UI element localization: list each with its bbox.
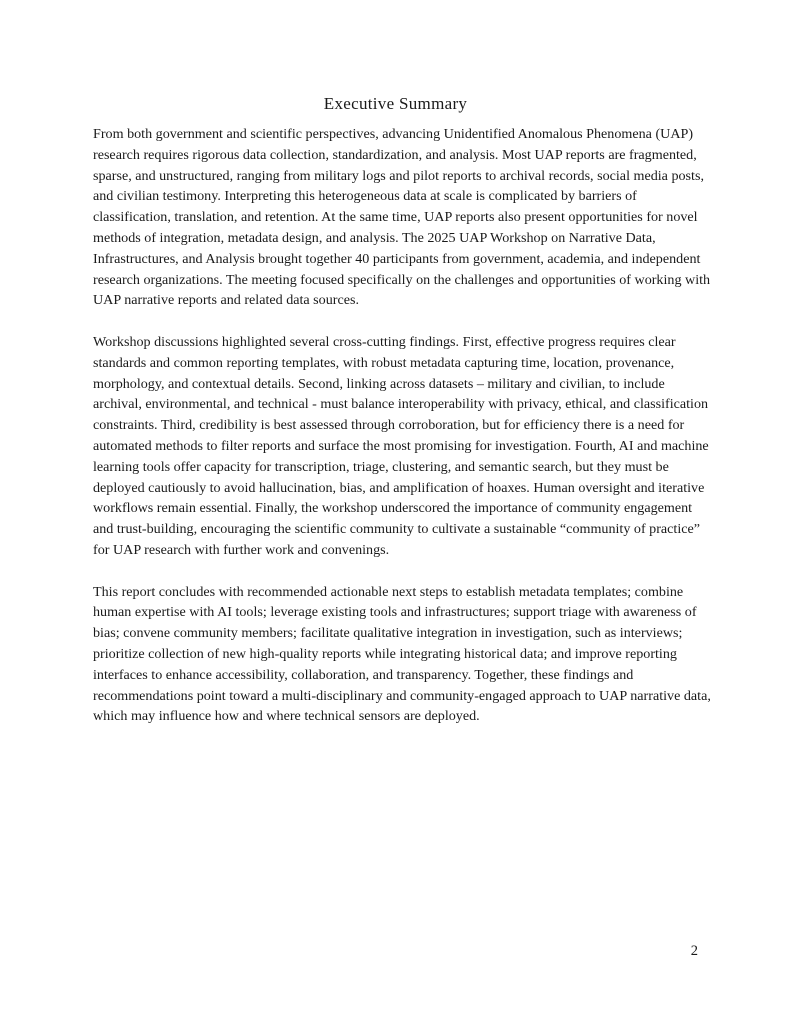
section-title: Executive Summary (323, 94, 468, 113)
page-number: 2 (690, 943, 698, 959)
body-text (93, 124, 713, 748)
paragraph-overview: From both government and scientific perspectives, advancing Unidentified Anomalous Phenomena (UAP) research requires rigorous data collection, standardization, and analysis. Most UAP reports are fragmented, sparse, and unstructured, ranging from military logs and pilot reports to archival records, social media posts, and civilian testimony. Interpreting this heterogeneous data at scale is complicated by barriers of classification, translation, and retention. At the same time, UAP reports also present opportunities for novel methods of integration, metadata design, and analysis. The 2025 UAP Workshop on Narrative Data, Infrastructures, and Analysis brought together 40 participants from government, academia, and independent research organizations. The meeting focused specifically on the challenges and opportunities of working with UAP narrative reports and related data sources. (93, 126, 711, 309)
paragraph-recommendations: This report concludes with recommended actionable next steps to establish metadata templates; combine human expertise with AI tools; leverage existing tools and infrastructures; support triage with awareness of bias; convene community members; facilitate qualitative integration in investigation, such as interviews; prioritize collection of new high-quality reports while integrating historical data; and improve reporting interfaces to enhance accessibility, collaboration, and transparency. Together, these findings and recommendations point toward a multi-disciplinary and community-engaged approach to UAP narrative data, which may influence how and where technical sensors are deployed. (93, 583, 711, 725)
paragraph-findings: Workshop discussions highlighted several cross-cutting findings. First, effective progress requires clear standards and common reporting templates, with robust metadata capturing time, location, provenance, morphology, and contextual details. Second, linking across datasets – military and civilian, to include archival, environmental, and technical - must balance interoperability with privacy, ethical, and classification constraints. Third, credibility is best assessed through corroboration, but for efficiency there is a need for automated methods to filter reports and surface the most promising for investigation. Fourth, AI and machine learning tools offer capacity for transcription, triage, clustering, and semantic search, but they must be deployed cautiously to avoid hallucination, bias, and amplification of hoaxes. Human oversight and iterative workflows remain essential. Finally, the workshop underscored the importance of community engagement and trust-building, encouraging the scientific community to cultivate a sustainable “community of practice” for UAP research with further work and convenings. (93, 333, 709, 558)
